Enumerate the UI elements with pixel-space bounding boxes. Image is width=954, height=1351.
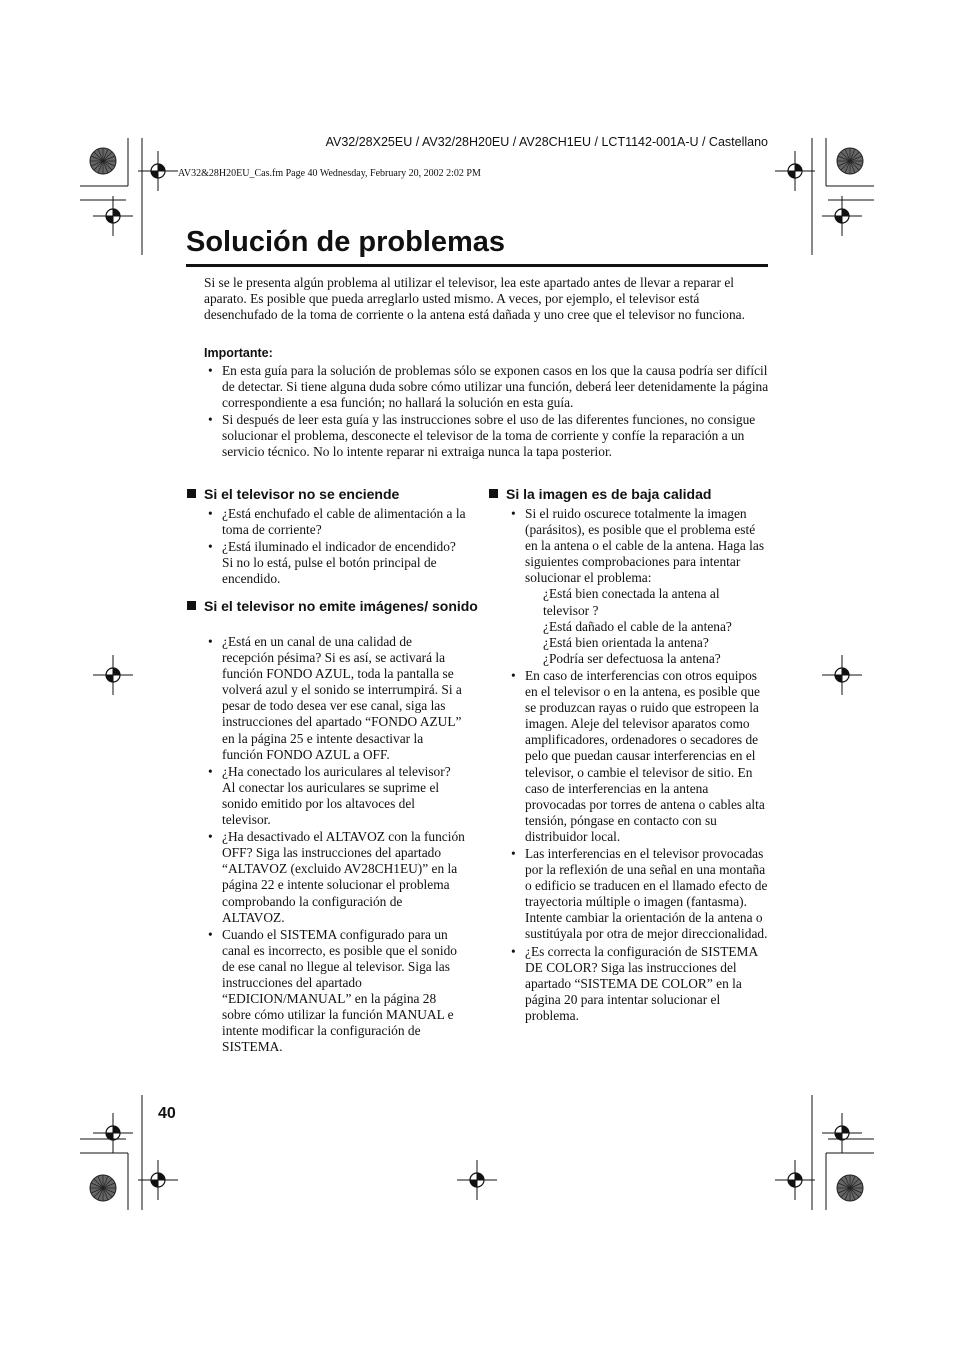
- item-text: En esta guía para la solución de problemas sólo se exponen casos en los que la causa podría ser difícil de detectar. Si tiene alguna duda sobre cómo utilizar una función, deberá leer detenidamente la página correspondiente a esa función; no hallará la solución en esta guía.: [222, 363, 769, 411]
- square-bullet-icon: [187, 489, 196, 498]
- list-item: [507, 506, 769, 667]
- item-text: Si el ruido oscurece totalmente la imagen (parásitos), es posible que el problema esté en la antena o el cable de la antena. Haga las siguientes comprobaciones para intentar solucionar el problema:: [525, 506, 765, 586]
- bullet: •: [511, 506, 516, 521]
- heading-text: Si el televisor no se enciende: [204, 486, 400, 502]
- check-item: ¿Está bien orientada la antena?: [543, 634, 709, 650]
- bullet: •: [511, 943, 516, 959]
- list-item: [204, 764, 466, 828]
- page-number: 40: [158, 1105, 176, 1122]
- section-list: [204, 506, 466, 588]
- list-item: [507, 668, 769, 845]
- item-text: Las interferencias en el televisor provocadas por la reflexión de una señal en una montaña o edificio se traducen en el llamado efecto de trayectoria múltiple o imagen (fantasma). Intente cambiar la orientación de la antena o sustitúyala por otra de mejor direccionalidad.: [525, 845, 768, 942]
- square-bullet-icon: [187, 601, 196, 610]
- list-item: [204, 506, 466, 538]
- item-text: ¿Ha conectado los auriculares al televisor? Al conectar los auriculares se suprime el sonido emitido por los altavoces del televisor.: [222, 763, 451, 828]
- heading-text: Si la imagen es de baja calidad: [506, 486, 712, 502]
- section-heading: [187, 598, 494, 615]
- file-info: AV32&28H20EU_Cas.fm Page 40 Wednesday, February 20, 2002 2:02 PM: [178, 168, 481, 179]
- list-item: [204, 829, 466, 926]
- item-text: ¿Ha desactivado el ALTAVOZ con la función OFF? Siga las instrucciones del apartado “ALTAVOZ (excluido AV28CH1EU)” en la página 22 e intente solucionar el problema comprobando la configuración de ALTAVOZ.: [222, 829, 465, 925]
- list-item: [204, 539, 466, 587]
- list-item: [204, 412, 770, 460]
- list-item: [204, 634, 466, 763]
- bullet: •: [511, 845, 516, 861]
- item-text: En caso de interferencias con otros equipos en el televisor o en la antena, es posible que se produzcan rayas o ruido que estropeen la imagen. Aleje del televisor aparatos como amplificadores, ordenadores o secadores de pelo que puedan causar interferencias en el televisor, o cambie el televisor de sitio. En caso de interferencias en la antena provocadas por torres de antena o cables alta tensión, póngase en contacto con su distribuidor local.: [525, 667, 765, 844]
- check-item: ¿Está bien conectada la antena al televisor ?: [543, 586, 720, 618]
- header-model-line: AV32/28X25EU / AV32/28H20EU / AV28CH1EU / LCT1142-001A-U / Castellano: [325, 135, 768, 149]
- item-text: Cuando el SISTEMA configurado para un canal es incorrecto, es posible que el sonido de ese canal no llegue al televisor. Siga las instrucciones del apartado “EDICION/MANUAL” en la página 28 sobre cómo utilizar la función MANUAL e intente modificar la configuración de SISTEMA.: [222, 926, 458, 1055]
- check-item: ¿Está dañado el cable de la antena?: [543, 618, 732, 634]
- section-heading: [187, 486, 477, 503]
- bullet: •: [511, 667, 516, 683]
- item-text: ¿Está enchufado el cable de alimentación a la toma de corriente?: [222, 506, 466, 538]
- item-text: ¿Está iluminado el indicador de encendido? Si no lo está, pulse el botón principal de encendido.: [222, 539, 456, 587]
- item-text: ¿Está en un canal de una calidad de recepción pésima? Si es así, se activará la función FONDO AZUL, toda la pantalla se volverá azul y el sonido se interrumpirá. Si a pesar de todo desea ver ese canal, siga las instrucciones del apartado “FONDO AZUL” en la página 25 e intente desactivar la función FONDO AZUL a OFF.: [222, 634, 462, 762]
- bullet: •: [208, 829, 213, 845]
- heading-text: Si el televisor no emite imágenes/ sonido: [204, 598, 478, 614]
- bullet: •: [208, 506, 213, 521]
- bullet: •: [208, 412, 213, 428]
- title-rule: [186, 264, 768, 267]
- bullet: •: [208, 539, 213, 555]
- important-list: [204, 363, 770, 462]
- list-item: [204, 927, 466, 1056]
- section-list: [204, 634, 466, 1056]
- list-item: [507, 944, 769, 1024]
- intro-paragraph: Si se le presenta algún problema al utilizar el televisor, lea este apartado antes de llevar a reparar el aparato. Es posible que pueda arreglarlo usted mismo. A veces, por ejemplo, el televisor está desenchufado de la toma de corriente o la antena está dañada y uno cree que el televisor no funciona.: [204, 275, 745, 323]
- important-label: Importante:: [204, 346, 273, 360]
- check-item: ¿Podría ser defectuosa la antena?: [543, 650, 721, 666]
- check-list: [525, 586, 769, 666]
- list-item: [204, 363, 770, 411]
- bullet: •: [208, 363, 213, 378]
- section-heading: [489, 486, 779, 503]
- square-bullet-icon: [489, 489, 498, 498]
- section-list: [507, 506, 769, 1025]
- bullet: •: [208, 763, 213, 779]
- bullet: •: [208, 634, 213, 649]
- item-text: Si después de leer esta guía y las instrucciones sobre el uso de las diferentes funciones, no consigue solucionar el problema, desconecte el televisor de la toma de corriente y confíe la reparación a un servicio técnico. No lo intente reparar ni extraiga nunca la tapa posterior.: [222, 412, 756, 460]
- list-item: [507, 846, 769, 943]
- item-text: ¿Es correcta la configuración de SISTEMA DE COLOR? Siga las instrucciones del apartado “SISTEMA DE COLOR” en la página 20 para intentar solucionar el problema.: [525, 943, 758, 1023]
- page-title: Solución de problemas: [186, 226, 506, 258]
- bullet: •: [208, 926, 213, 942]
